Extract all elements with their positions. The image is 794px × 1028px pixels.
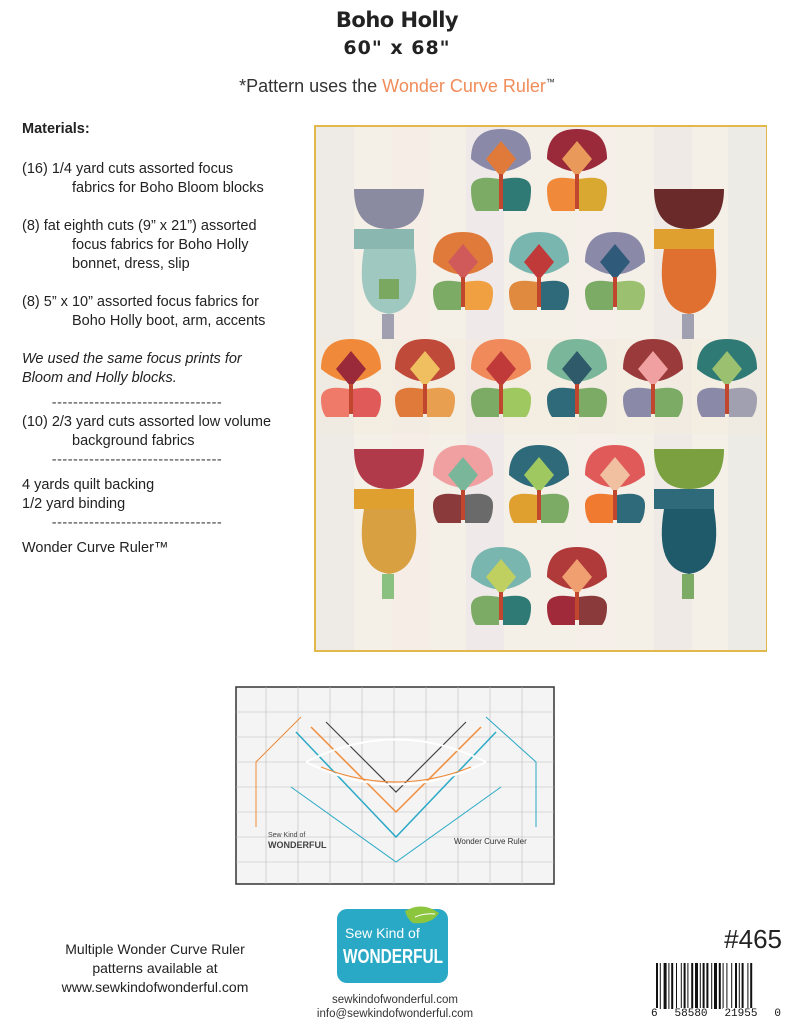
material-line: (10) 2/3 yard cuts assorted low volume bbox=[22, 414, 272, 430]
barcode-digit-group: 0 bbox=[774, 1008, 781, 1020]
pattern-title: Boho Holly bbox=[335, 8, 459, 32]
promo-line: patterns available at bbox=[92, 960, 218, 976]
materials-list bbox=[22, 120, 302, 558]
material-item bbox=[22, 293, 302, 331]
promo-line: Multiple Wonder Curve Ruler bbox=[65, 941, 245, 957]
material-line: Wonder Curve Ruler™ bbox=[22, 540, 169, 556]
note-line: Bloom and Holly blocks. bbox=[22, 370, 177, 386]
quilt-image bbox=[314, 125, 767, 652]
contact-website[interactable]: sewkindofwonderful.com bbox=[332, 994, 458, 1006]
ruler-name: Wonder Curve Ruler bbox=[454, 837, 527, 846]
material-line: (8) fat eighth cuts (9” x 21”) assorted bbox=[22, 218, 257, 234]
material-item bbox=[22, 413, 302, 451]
material-line: background fabrics bbox=[72, 433, 195, 449]
pattern-number: #465 bbox=[724, 924, 782, 954]
subtitle-trademark: ™ bbox=[545, 77, 555, 87]
ruler-brand-line1: Sew Kind of bbox=[268, 832, 306, 839]
materials-note bbox=[22, 350, 302, 388]
ruler-subtitle bbox=[0, 76, 794, 97]
contact-email[interactable]: info@sewkindofwonderful.com bbox=[316, 1008, 474, 1020]
material-line: 4 yards quilt backing bbox=[22, 477, 155, 493]
separator: -------------------------------- bbox=[51, 395, 223, 411]
promo-website: www.sewkindofwonderful.com bbox=[61, 979, 249, 995]
material-line: 1/2 yard binding bbox=[22, 496, 126, 512]
material-line: fabrics for Boho Bloom blocks bbox=[72, 180, 264, 196]
barcode-digits bbox=[650, 1008, 782, 1020]
material-item bbox=[22, 160, 302, 198]
material-line: bonnet, dress, slip bbox=[72, 256, 190, 272]
material-line: Boho Holly boot, arm, accents bbox=[72, 313, 266, 329]
logo-line1: Sew Kind of bbox=[345, 925, 420, 941]
footer-promo bbox=[40, 940, 270, 997]
contact-info bbox=[290, 993, 500, 1021]
separator: -------------------------------- bbox=[51, 515, 223, 531]
materials-heading: Materials: bbox=[22, 121, 90, 137]
separator: -------------------------------- bbox=[51, 452, 223, 468]
material-line: (8) 5” x 10” assorted focus fabrics for bbox=[22, 294, 259, 310]
ruler-brand-line2: WONDERFUL bbox=[268, 840, 327, 850]
barcode-digit-group: 21955 bbox=[724, 1008, 758, 1020]
quilt-size: 60" x 68" bbox=[343, 37, 451, 59]
sew-kind-of-wonderful-logo bbox=[335, 905, 450, 985]
barcode-digit-group: 6 bbox=[651, 1008, 658, 1020]
material-line: focus fabrics for Boho Holly bbox=[72, 237, 249, 253]
material-line: (16) 1/4 yard cuts assorted focus bbox=[22, 161, 234, 177]
material-item bbox=[22, 217, 302, 274]
subtitle-prefix: *Pattern uses the bbox=[239, 76, 383, 96]
logo-line2: WONDERFUL bbox=[343, 946, 443, 968]
quilt-artwork bbox=[316, 127, 765, 650]
note-line: We used the same focus prints for bbox=[22, 351, 242, 367]
wonder-curve-ruler-image bbox=[236, 687, 554, 884]
barcode-digit-group: 58580 bbox=[674, 1008, 708, 1020]
subtitle-ruler-name: Wonder Curve Ruler bbox=[382, 76, 546, 96]
